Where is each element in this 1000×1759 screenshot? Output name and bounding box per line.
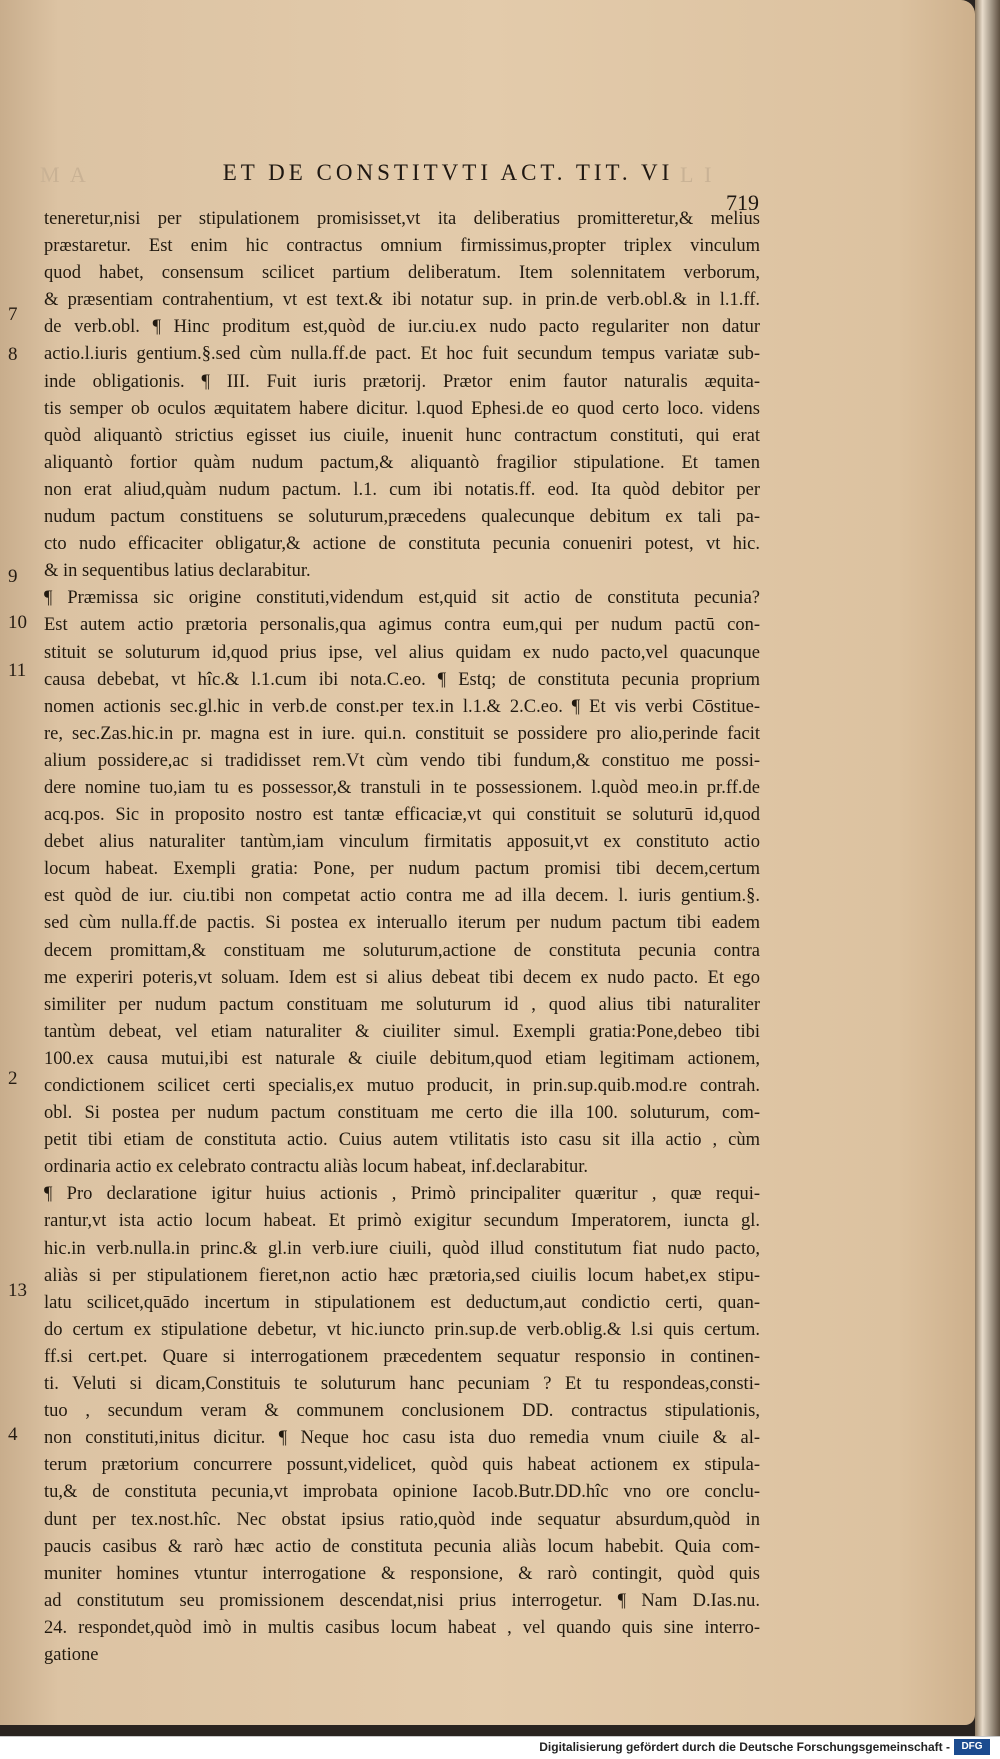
- text-line: cto nudo efficaciter obligatur,& actione de constituta pecunia conueniri potest, vt hic.: [44, 534, 760, 555]
- text-line: me experiri poteris,vt soluam. Idem est si alius debeat tibi decem ex nudo pacto. Et ego: [44, 967, 760, 988]
- bleed-through-text: M A: [40, 162, 89, 187]
- text-line: de verb.obl. ¶ Hinc proditum est,quòd de iur.ciu.ex nudo pacto regulariter non datur: [44, 317, 760, 338]
- text-line: latu scilicet,quādo incertum in stipulationem est deductum,aut condictio certi, quan-: [44, 1292, 760, 1313]
- margin-number: 10: [8, 612, 27, 633]
- text-line: do certum ex stipulatione debetur, vt hic.iuncto prin.sup.de verb.oblig.& l.si quis certum.: [44, 1319, 760, 1340]
- text-line: quòd aliquantò strictius egisset ius ciuile, inuenit hunc contractum constituti, qui erat: [44, 425, 760, 446]
- margin-number: 11: [8, 660, 27, 681]
- text-line: nomen actionis sec.gl.hic in verb.de const.per tex.in l.1.& 2.C.eo. ¶ Et vis verbi Cōstitue-: [44, 696, 760, 717]
- margin-number: 4: [8, 1424, 18, 1445]
- body-text: [44, 206, 760, 1669]
- text-line: ff.si cert.pet. Quare si interrogationem præcedentem sequatur responsio in continen-: [44, 1346, 760, 1367]
- text-line: causa debebat, vt hîc.& l.1.cum ibi nota.C.eo. ¶ Estq; de constituta pecunia proprium: [44, 669, 760, 690]
- text-line: rantur,vt ista actio locum habeat. Et primò exigitur secundum Imperatorem, iuncta gl.: [44, 1211, 760, 1232]
- text-line: muniter homines vtuntur interrogatione & responsione, & rarò contingit, quòd quis: [44, 1563, 760, 1584]
- book-edge: [975, 0, 1000, 1758]
- text-line: locum habeat. Exempli gratia: Pone, per nudum pactum promisi tibi decem,certum: [44, 859, 760, 880]
- text-line: tis semper ob oculos æquitatem habere dicitur. l.quod Ephesi.de eo quod certo loco. videns: [44, 398, 760, 419]
- text-line: 24. respondet,quòd imò in multis casibus locum habeat , vel quando quis sine interro-: [44, 1617, 760, 1638]
- text-line: ad constitutum seu promissionem descendat,nisi prius interrogetur. ¶ Nam D.Ias.nu.: [44, 1590, 760, 1611]
- margin-number: 8: [8, 344, 18, 365]
- text-line: 100.ex causa mutui,ibi est naturale & ciuile debitum,quod etiam legitimam actionem,: [44, 1048, 760, 1069]
- text-line: dere nomine tuo,iam tu es possessor,& transtuli in te possessionem. l.quòd meo.in pr.ff.de: [44, 777, 760, 798]
- text-line: gatione: [44, 1644, 99, 1665]
- bleed-through-text: L I: [680, 162, 715, 187]
- text-line: acq.pos. Sic in proposito nostro est tantæ efficaciæ,vt qui constituit se soluturū id,quod: [44, 805, 760, 826]
- text-line: similiter per nudum pactum constituam me soluturum id , quod alius tibi naturaliter: [44, 994, 760, 1015]
- text-line: ¶ Pro declaratione igitur huius actionis , Primò principaliter quæritur , quæ requi-: [44, 1184, 760, 1205]
- text-line: ti. Veluti si dicam,Constituis te soluturum hanc pecuniam ? Et tu respondeas,consti-: [44, 1374, 760, 1395]
- footer-credit: Digitalisierung gefördert durch die Deutsche Forschungsgemeinschaft -: [539, 1740, 950, 1754]
- text-line: quod habet, consensum scilicet partium deliberatum. Item solennitatem verborum,: [44, 263, 760, 284]
- text-line: ¶ Præmissa sic origine constituti,videndum est,quid sit actio de constituta pecunia?: [44, 588, 760, 609]
- margin-number: 7: [8, 304, 18, 325]
- text-line: petit tibi etiam de constituta actio. Cuius autem vtilitatis isto casu sit illa actio , cùm: [44, 1130, 760, 1151]
- text-line: alium possidere,ac si tradidisset rem.Vt cùm vendo tibi fundum,& constituo me possi-: [44, 750, 760, 771]
- text-line: actio.l.iuris gentium.§.sed cùm nulla.ff.de pact. Et hoc fuit secundum tempus variatæ sub-: [44, 344, 760, 365]
- text-line: nudum pactum constituens se soluturum,præcedens qualecunque debitum ex tali pa-: [44, 507, 760, 528]
- running-head: ET DE CONSTITVTI ACT. TIT. VI: [222, 160, 674, 185]
- text-line: aliàs si per stipulationem fieret,non actio hæc prætoria,sed ciuilis locum habet,ex stipu-: [44, 1265, 760, 1286]
- text-line: paucis casibus & rarò hæc actio de constituta pecunia aliàs locum habebit. Quia com-: [44, 1536, 760, 1557]
- margin-number: 2: [8, 1068, 18, 1089]
- text-line: debet alius naturaliter tantùm,iam vinculum firmitatis apposuit,vt ex constituto actio: [44, 832, 760, 853]
- text-line: terum prætorium concurrere possunt,videlicet, quòd quis habeat actionem ex stipula-: [44, 1455, 760, 1476]
- text-line: obl. Si postea per nudum pactum constituam me certo die illa 100. soluturum, com-: [44, 1103, 760, 1124]
- text-line: præstaretur. Est enim hic contractus omnium firmissimus,propter triplex vinculum: [44, 236, 760, 257]
- text-line: stituit se soluturum id,quod prius ipse, vel alius quidam ex nudo pacto,vel quacunque: [44, 642, 760, 663]
- text-line: dunt per tex.nost.hîc. Nec obstat ipsius ratio,quòd inde sequatur absurdum,quòd in: [44, 1509, 760, 1530]
- text-line: & in sequentibus latius declarabitur.: [44, 561, 311, 582]
- margin-number: 9: [8, 566, 18, 587]
- text-line: tuo , secundum veram & communem conclusionem DD. contractus stipulationis,: [44, 1401, 760, 1422]
- dfg-logo: DFG: [954, 1739, 990, 1755]
- text-line: tantùm debeat, vel etiam naturaliter & ciuiliter simul. Exempli gratia:Pone,debeo tibi: [44, 1021, 760, 1042]
- text-line: condictionem scilicet certi specialis,ex mutuo producit, in prin.sup.quib.mod.re contrah.: [44, 1076, 760, 1096]
- text-line: non constituti,initus dicitur. ¶ Neque hoc casu ista duo remedia vnum ciuile & al-: [44, 1428, 760, 1449]
- text-line: teneretur,nisi per stipulationem promisisset,vt ita deliberatius promitteretur,& melius: [44, 209, 760, 229]
- text-line: decem promittam,& constituam me soluturum,actione de constituta pecunia contra: [44, 940, 760, 961]
- text-line: re, sec.Zas.hic.in pr. magna est in iure. qui.n. constituit se possidere pro alio,perinde facit: [44, 723, 760, 744]
- text-line: aliquantò fortior quàm nudum pactum,& aliquantò fragilior stipulatione. Et tamen: [44, 452, 760, 473]
- text-line: ordinaria actio ex celebrato contractu aliàs locum habeat, inf.declarabitur.: [44, 1157, 588, 1178]
- text-line: Est autem actio prætoria personalis,qua agimus contra eum,qui per nudum pactū con-: [44, 615, 760, 636]
- text-line: tu,& de constituta pecunia,vt improbata opinione Iacob.Butr.DD.hîc vno ore conclu-: [44, 1482, 760, 1503]
- page-number: 719: [726, 190, 759, 215]
- text-line: non erat aliud,quàm nudum pactum. l.1. cum ibi notatis.ff. eod. Ita quòd debitor per: [44, 479, 760, 500]
- text-line: est quòd de iur. ciu.tibi non competat actio contra me ad illa decem. l. iuris gentium.§.: [44, 886, 760, 907]
- margin-number: 13: [8, 1280, 27, 1301]
- text-line: & præsentiam contrahentium, vt est text.& ibi notatur sup. in prin.de verb.obl.& in l.1.ff.: [44, 290, 760, 311]
- text-line: hic.in verb.nulla.in princ.& gl.in verb.iure ciuili, quòd illud constitutum fiat nudo pacto,: [44, 1238, 760, 1259]
- text-line: inde obligationis. ¶ III. Fuit iuris prætorij. Prætor enim fautor naturalis æquita-: [44, 371, 760, 392]
- text-line: sed cùm nulla.ff.de pactis. Si postea ex interuallo iterum per nudum pactum tibi eadem: [44, 913, 760, 934]
